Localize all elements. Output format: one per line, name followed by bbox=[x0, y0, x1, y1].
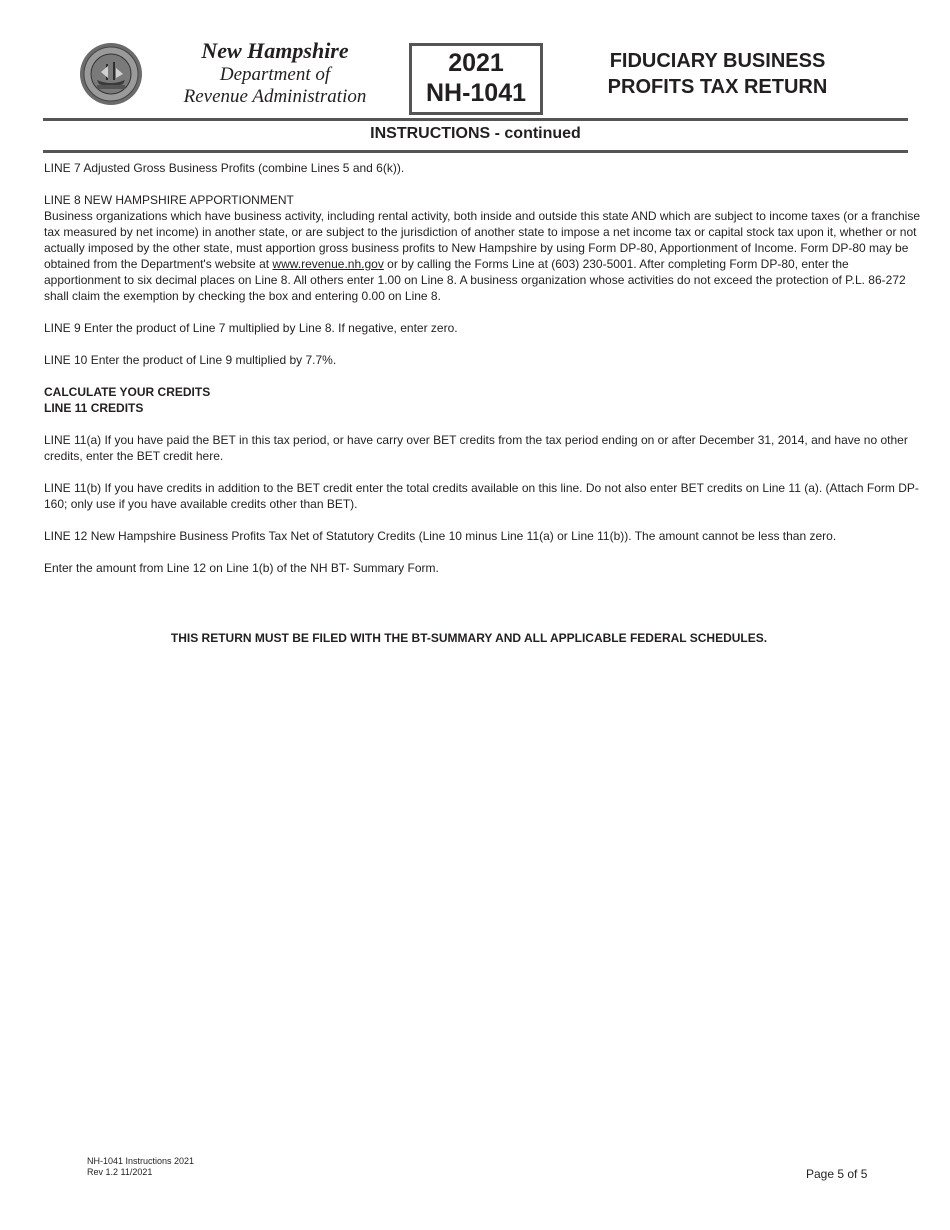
form-title bbox=[580, 48, 855, 100]
form-number: NH-1041 bbox=[425, 79, 527, 107]
page-number: Page 5 of 5 bbox=[806, 1167, 868, 1181]
credits-heading-2: LINE 11 CREDITS bbox=[44, 401, 144, 415]
form-year: 2021 bbox=[448, 49, 504, 77]
line-9-instruction: LINE 9 Enter the product of Line 7 multiplied by Line 8. If negative, enter zero. bbox=[44, 321, 458, 335]
section-title: INSTRUCTIONS - continued bbox=[370, 125, 581, 142]
line-12-note: Enter the amount from Line 12 on Line 1(b) of the NH BT- Summary Form. bbox=[44, 561, 439, 575]
department-line-2: Revenue Administration bbox=[183, 86, 367, 107]
line-8-heading: LINE 8 NEW HAMPSHIRE APPORTIONMENT bbox=[44, 193, 294, 207]
department-line-1: Department of bbox=[219, 64, 331, 85]
line-12-instruction: LINE 12 New Hampshire Business Profits Tax Net of Statutory Credits (Line 10 minus Line 11(a) or Line 11(b)). The amount cannot be less than zero. bbox=[44, 529, 837, 543]
line-8-text-a: Business organizations which have business activity, including rental activity, both inside and outside this state AND which are subject to income taxes (or a franchise tax measured by net income) in another state, or are subject to the jurisdiction of another state to impose a net income tax or capital stock tax upon it, whether or not actually imposed by the other state, must apportion gross business profits to New Hampshire by using Form DP-80, Apportionment of Income. Form DP-80 may be obtained from the Department's website at bbox=[44, 209, 921, 271]
header-divider-top bbox=[43, 118, 908, 121]
footer-form-info bbox=[87, 1156, 194, 1178]
line-8-text-b: or by calling the Forms Line at (603) 230-5001. After completing Form DP-80, enter the apportionment to six decimal places on Line 8. All others enter 1.00 on Line 8. A business organization whose activities do not exceed the protection of P.L. 86-272 shall claim the exemption by checking the box and entering 0.00 on Line 8. bbox=[44, 257, 906, 303]
credits-heading-1: CALCULATE YOUR CREDITS bbox=[44, 385, 211, 399]
form-title-line-1: FIDUCIARY BUSINESS bbox=[609, 50, 826, 72]
footer-revision: Rev 1.2 11/2021 bbox=[87, 1167, 153, 1177]
line-11a-instruction: LINE 11(a) If you have paid the BET in this tax period, or have carry over BET credits from the tax period ending on or after December 31, 2014, and have no other credits, enter the BET credit here. bbox=[44, 433, 908, 463]
state-seal-icon bbox=[79, 42, 143, 106]
revenue-website-link[interactable]: www.revenue.nh.gov bbox=[272, 257, 384, 271]
agency-block bbox=[160, 38, 390, 108]
instructions-content bbox=[44, 160, 922, 592]
state-name: New Hampshire bbox=[201, 38, 349, 63]
line-8-instruction bbox=[44, 192, 922, 304]
filing-notice: THIS RETURN MUST BE FILED WITH THE BT-SUMMARY AND ALL APPLICABLE FEDERAL SCHEDULES. bbox=[170, 631, 768, 645]
header-divider-bottom bbox=[43, 150, 908, 153]
form-title-line-2: PROFITS TAX RETURN bbox=[607, 76, 828, 98]
form-number-box bbox=[409, 43, 543, 115]
footer-form-id: NH-1041 Instructions 2021 bbox=[87, 1156, 195, 1166]
line-11b-instruction: LINE 11(b) If you have credits in addition to the BET credit enter the total credits available on this line. Do not also enter BET credits on Line 11 (a). (Attach Form DP-160; only use if you have available credits other than BET). bbox=[44, 481, 919, 511]
credits-heading bbox=[44, 384, 922, 416]
line-10-instruction: LINE 10 Enter the product of Line 9 multiplied by 7.7%. bbox=[44, 353, 337, 367]
line-7-instruction: LINE 7 Adjusted Gross Business Profits (combine Lines 5 and 6(k)). bbox=[44, 161, 405, 175]
